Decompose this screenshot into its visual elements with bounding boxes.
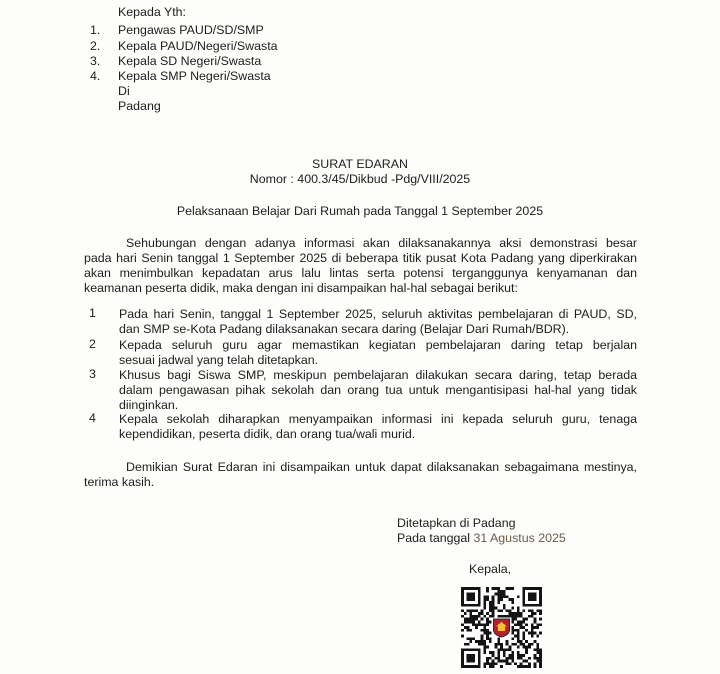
signature-date: 31 Agustus 2025: [473, 531, 566, 545]
recipient-number: 1.: [90, 23, 101, 37]
point-line: diinginkan.: [119, 398, 179, 412]
recipients-greeting: Kepada Yth:: [118, 5, 186, 19]
intro-line: akan menimbulkan kepadatan arus lalu lintas serta potensi terganggunya kenyamanan dan: [84, 266, 637, 280]
recipient-item: Pengawas PAUD/SD/SMP: [118, 23, 264, 37]
closing-line: Demikian Surat Edaran ini disampaikan untuk dapat dilaksanakan sebagaimana mestinya,: [126, 460, 637, 474]
point-line: dan SMP se-Kota Padang dilaksanakan secara daring (Belajar Dari Rumah/BDR).: [119, 322, 570, 336]
letter-number: Nomor : 400.3/45/Dikbud -Pdg/VIII/2025: [249, 172, 471, 186]
recipient-number: 4.: [90, 69, 101, 83]
intro-line: pada hari Senin tanggal 1 September 2025 di beberapa titik pusat Kota Padang yang diperkirakan: [84, 251, 637, 265]
signature-date-prefix: Pada tanggal: [397, 531, 474, 545]
recipient-item: Kepala SD Negeri/Swasta: [118, 54, 262, 68]
signature-date-line: [397, 531, 566, 545]
intro-line: Sehubungan dengan adanya informasi akan dilaksanakannya aksi demonstrasi besar: [126, 236, 637, 250]
recipient-item: Kepala SMP Negeri/Swasta: [118, 69, 271, 83]
letter-title: SURAT EDARAN: [312, 157, 408, 171]
point-line: sesuai jadwal yang telah ditetapkan.: [119, 353, 319, 367]
point-number: 2: [89, 337, 96, 351]
point-number: 4: [89, 411, 96, 425]
closing-line: terima kasih.: [84, 475, 155, 489]
point-line: dalam pengawasan pihak sekolah dan orang tua untuk mengantisipasi hal-hal yang tidak: [119, 383, 637, 397]
point-line: Kepala sekolah diharapkan menyampaikan informasi ini kepada seluruh guru, tenaga: [119, 412, 637, 426]
point-line: Khusus bagi Siswa SMP, meskipun pembelajaran dilakukan secara daring, tetap berada: [119, 368, 637, 382]
point-line: kependidikan, peserta didik, dan orang tua/wali murid.: [119, 427, 416, 441]
signature-place: Ditetapkan di Padang: [397, 516, 516, 530]
recipients-city: Padang: [118, 99, 161, 113]
letter-subject: Pelaksanaan Belajar Dari Rumah pada Tanggal 1 September 2025: [176, 204, 544, 218]
point-line: Pada hari Senin, tanggal 1 September 2025, seluruh aktivitas pembelajaran di PAUD, SD,: [119, 307, 637, 321]
recipients-di: Di: [118, 84, 130, 98]
intro-line: keamanan peserta didik, maka dengan ini disampaikan hal-hal sebagai berikut:: [84, 281, 518, 295]
signature-position: Kepala,: [469, 562, 512, 576]
recipient-number: 3.: [90, 54, 101, 68]
emblem-icon: [493, 619, 509, 637]
point-number: 1: [89, 306, 96, 320]
qr-code: [461, 587, 542, 668]
point-line: Kepada seluruh guru agar memastikan kegiatan pembelajaran daring tetap berjalan: [119, 338, 637, 352]
point-number: 3: [89, 367, 96, 381]
recipient-number: 2.: [90, 39, 101, 53]
recipient-item: Kepala PAUD/Negeri/Swasta: [118, 39, 278, 53]
